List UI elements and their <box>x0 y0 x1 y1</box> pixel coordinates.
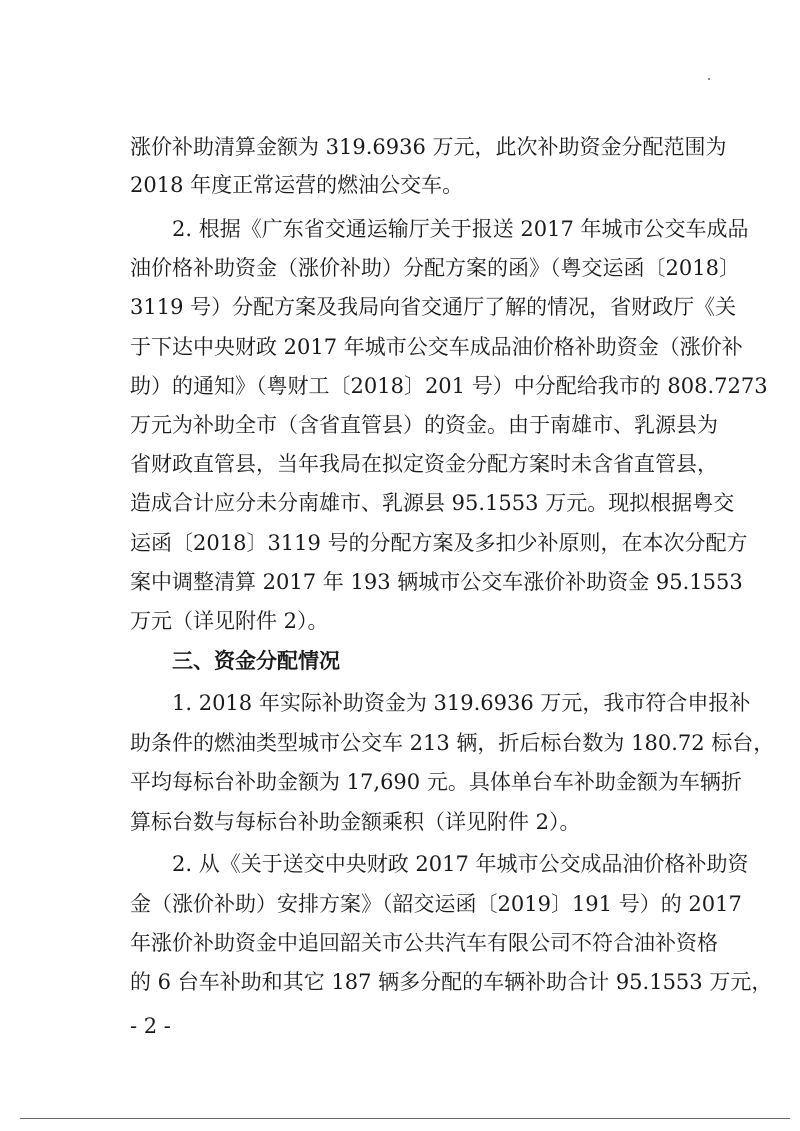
body-line: 2. 从《关于送交中央财政 2017 年城市公交成品油价格补助资 <box>130 852 749 876</box>
body-line: 3119 号）分配方案及我局向省交通厅了解的情况，省财政厅《关 <box>130 295 737 319</box>
body-line: 金（涨价补助）安排方案》（韶交运函〔2019〕191 号）的 2017 <box>130 892 742 916</box>
body-line: 2. 根据《广东省交通运输厅关于报送 2017 年城市公交车成品 <box>130 217 749 241</box>
body-line: 油价格补助资金（涨价补助）分配方案的函》（粤交运函〔2018〕 <box>130 256 740 280</box>
body-line: 1. 2018 年实际补助资金为 319.6936 万元，我市符合申报补 <box>130 691 751 715</box>
body-line: 省财政直管县，当年我局在拟定资金分配方案时未含省直管县， <box>130 452 718 476</box>
body-line: 万元为补助全市（含省直管县）的资金。由于南雄市、乳源县为 <box>130 413 718 437</box>
body-line: 万元（详见附件 2）。 <box>130 609 329 633</box>
page-number: - 2 - <box>130 1014 171 1038</box>
body-line: 的 6 台车补助和其它 187 辆多分配的车辆补助合计 95.1553 万元， <box>130 970 773 994</box>
body-line: 算标台数与每标台补助金额乘积（详见附件 2）。 <box>130 810 581 834</box>
body-line: 运函〔2018〕3119 号的分配方案及多扣少补原则，在本次分配方 <box>130 531 748 555</box>
section-heading: 三、资金分配情况 <box>130 649 340 673</box>
scan-speck <box>708 78 710 80</box>
body-line: 案中调整清算 2017 年 193 辆城市公交车涨价补助资金 95.1553 <box>130 570 743 594</box>
body-line: 平均每标台补助金额为 17,690 元。具体单台车补助金额为车辆折 <box>130 770 742 794</box>
body-line: 助）的通知》（粤财工〔2018〕201 号）中分配给我市的 808.7273 <box>130 374 768 398</box>
body-line: 涨价补助清算金额为 319.6936 万元，此次补助资金分配范围为 <box>130 135 727 159</box>
body-line: 年涨价补助资金中追回韶关市公共汽车有限公司不符合油补资格 <box>130 931 718 955</box>
body-line: 2018 年度正常运营的燃油公交车。 <box>130 173 464 197</box>
body-line: 造成合计应分未分南雄市、乳源县 95.1553 万元。现拟根据粤交 <box>130 491 735 515</box>
body-line: 于下达中央财政 2017 年城市公交车成品油价格补助资金（涨价补 <box>130 335 743 359</box>
page-bottom-edge <box>20 1118 790 1119</box>
body-line: 助条件的燃油类型城市公交车 213 辆，折后标台数为 180.72 标台， <box>130 731 775 755</box>
